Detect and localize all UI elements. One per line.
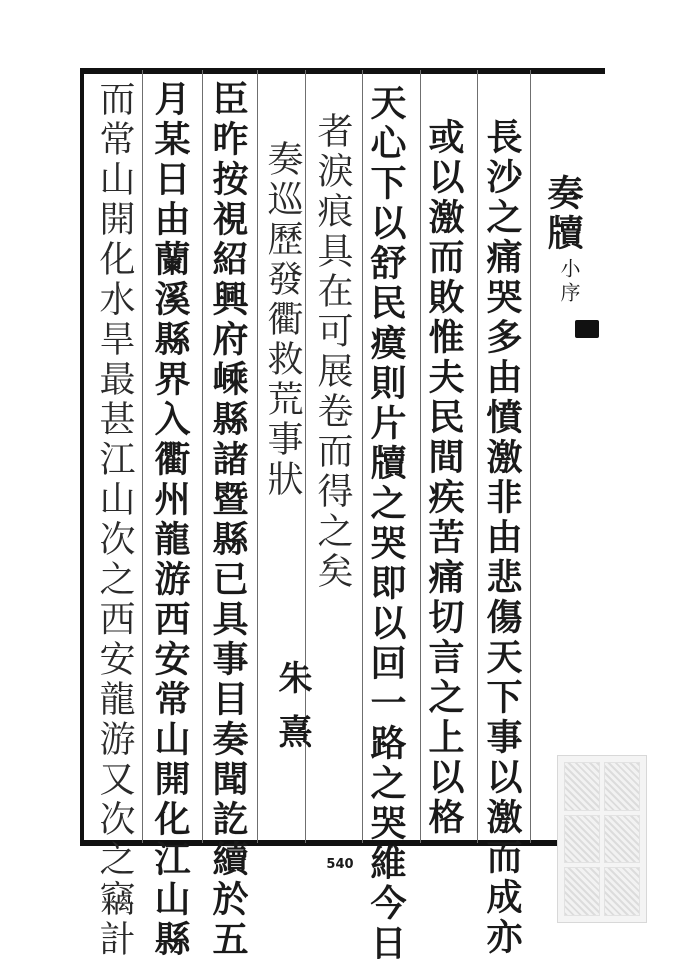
column-rule: [362, 70, 363, 843]
column-rule: [477, 70, 478, 843]
text-column-5: 奏巡歷發衢救荒事狀: [262, 140, 303, 500]
seal-glyph: [604, 867, 640, 916]
text-column-6: 臣昨按視紹興府嵊縣諸暨縣已具事目奏聞訖續於五: [207, 80, 249, 960]
text-column-4: 者淚痕具在可展卷而得之矣: [312, 112, 353, 592]
text-column-3: 天心下以舒民瘼則片牘之哭即以回一路之哭維今日: [365, 84, 407, 964]
seal-glyph: [604, 815, 640, 864]
margin-marker: [575, 320, 599, 338]
seal-glyph: [564, 815, 600, 864]
page-subtitle: 小序: [557, 258, 581, 306]
column-rule: [202, 70, 203, 843]
text-column-7: 月某日由蘭溪縣界入衢州龍游西安常山開化江山縣: [149, 80, 191, 960]
seal-stamp-icon: [557, 755, 647, 923]
page-title: 奏牘: [542, 174, 584, 254]
text-column-1: 長沙之痛哭多由憤激非由悲傷天下事以激而成亦: [481, 118, 523, 958]
page-number: 540: [326, 857, 354, 872]
column-rule: [257, 70, 258, 843]
seal-glyph: [564, 867, 600, 916]
text-column-8: 而常山開化水旱最甚江山次之西安龍游又次之竊計: [94, 80, 135, 960]
author-name: 朱熹: [272, 660, 312, 768]
seal-glyph: [564, 762, 600, 811]
seal-glyph: [604, 762, 640, 811]
text-column-2: 或以激而敗惟夫民間疾苦痛切言之上以格: [423, 118, 465, 838]
column-rule: [530, 70, 531, 843]
column-rule: [420, 70, 421, 843]
column-rule: [142, 70, 143, 843]
